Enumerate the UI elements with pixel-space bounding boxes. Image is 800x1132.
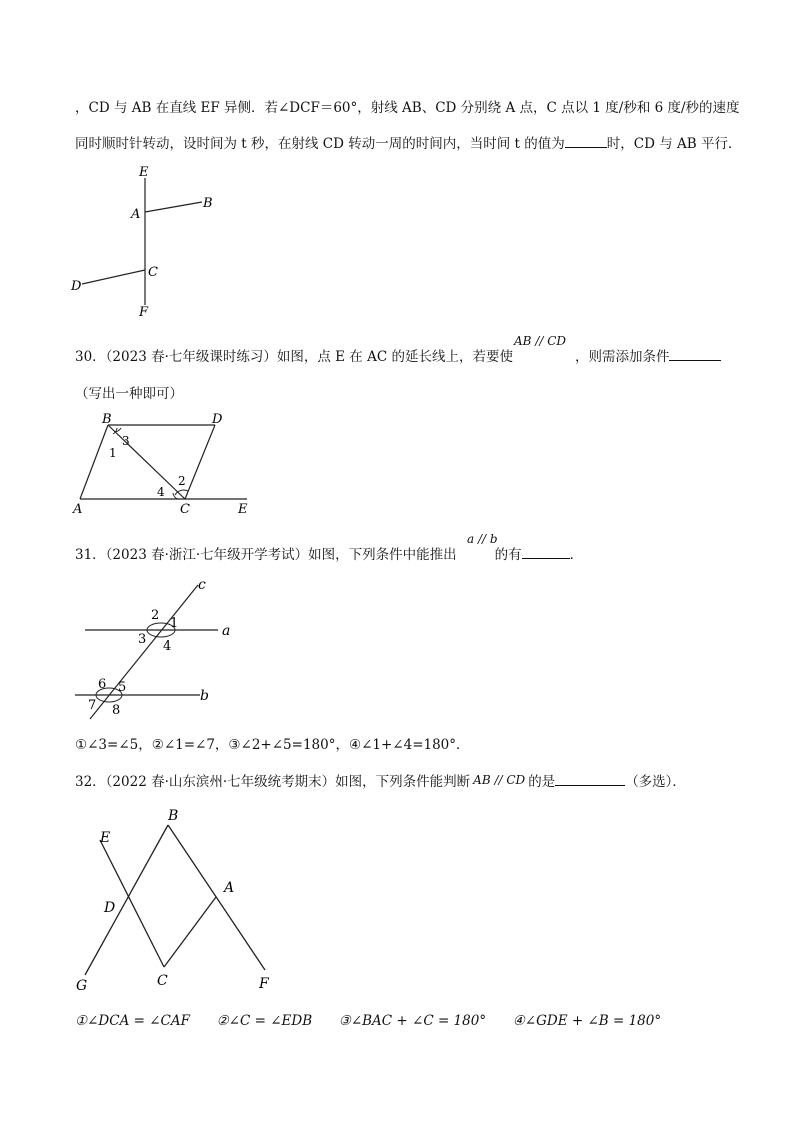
q32-text-line-1c: （多选）． bbox=[625, 774, 686, 790]
q29-label-B: B bbox=[203, 196, 213, 211]
q31-text-line-1 bbox=[75, 544, 583, 564]
q32-label-A: A bbox=[224, 880, 235, 896]
q30-label-E: E bbox=[238, 502, 248, 517]
q32-label-B: B bbox=[168, 808, 179, 824]
q30-label-D: D bbox=[212, 412, 223, 427]
q30-text-line-1 bbox=[75, 346, 721, 366]
q29-answer-blank[interactable] bbox=[565, 133, 607, 148]
q31-angle-3: 3 bbox=[138, 632, 147, 647]
q29-label-D: D bbox=[71, 279, 82, 294]
q31-angle-8: 8 bbox=[112, 703, 121, 718]
q29-text-line-1: ，CD 与 AB 在直线 EF 异侧．若∠DCF＝60°，射线 AB、CD 分别绕 A 点，C 点以 1 度/秒和 6 度/秒的速度 bbox=[75, 100, 740, 116]
q32-label-C: C bbox=[157, 973, 168, 989]
q30-math-ab-parallel-cd: AB // CD bbox=[514, 334, 567, 348]
q31-angle-1: 1 bbox=[170, 616, 179, 631]
q31-angle-6: 6 bbox=[98, 677, 107, 692]
q32-label-E: E bbox=[100, 830, 111, 846]
q31-label-c: c bbox=[198, 577, 206, 593]
q32-label-D: D bbox=[104, 900, 116, 916]
q30-angle-2: 2 bbox=[178, 474, 186, 488]
q31-angle-5: 5 bbox=[118, 680, 127, 695]
q29-label-F: F bbox=[139, 305, 149, 320]
q32-answer-blank[interactable] bbox=[555, 771, 625, 786]
q30-angle-1: 1 bbox=[109, 446, 117, 460]
q29-figure bbox=[60, 160, 240, 320]
q31-options: ①∠3=∠5，②∠1=∠7，③∠2+∠5=180°，④∠1+∠4=180°． bbox=[75, 737, 470, 753]
q31-text-line-1c: ． bbox=[569, 547, 584, 563]
q32-label-G: G bbox=[76, 978, 88, 994]
q32-label-F: F bbox=[259, 976, 269, 992]
q32-option-1: ①∠DCA = ∠CAF bbox=[75, 1013, 190, 1029]
q32-figure bbox=[60, 800, 290, 1000]
q32-math-ab-parallel-cd: AB // CD bbox=[473, 773, 526, 787]
q29-text-line-2b: 时，CD 与 AB 平行． bbox=[606, 136, 742, 152]
q30-angle-3: 3 bbox=[122, 434, 130, 448]
q30-text-line-1b: ，则需添加条件 bbox=[574, 349, 670, 365]
q32-options bbox=[75, 1012, 661, 1030]
q32-option-2: ②∠C = ∠EDB bbox=[216, 1013, 313, 1029]
q31-math-a-parallel-b: a // b bbox=[467, 532, 498, 546]
q30-label-C: C bbox=[180, 502, 190, 517]
q29-text-line-2 bbox=[75, 133, 741, 153]
q31-label-b: b bbox=[200, 688, 209, 704]
q32-text-line-1 bbox=[75, 771, 686, 791]
q31-label-a: a bbox=[222, 623, 231, 639]
q29-label-E: E bbox=[139, 165, 149, 180]
q32-option-4: ④∠GDE + ∠B = 180° bbox=[512, 1013, 662, 1029]
q31-figure bbox=[60, 575, 260, 725]
q31-angle-7: 7 bbox=[88, 698, 97, 713]
q30-answer-blank[interactable] bbox=[669, 346, 721, 361]
q32-text-line-1b: 的是 bbox=[528, 774, 556, 790]
q29-text-line-2a: 同时顺时针转动，设时间为 t 秒，在射线 CD 转动一周的时间内，当时间 t 的值为 bbox=[75, 136, 565, 152]
q30-angle-4: 4 bbox=[157, 485, 165, 499]
q31-answer-blank[interactable] bbox=[522, 544, 570, 559]
q29-label-C: C bbox=[148, 265, 158, 280]
q30-label-B: B bbox=[102, 412, 112, 427]
q31-angle-4: 4 bbox=[163, 639, 172, 654]
q30-text-line-2: （写出一种即可） bbox=[75, 386, 183, 402]
q31-angle-2: 2 bbox=[151, 608, 160, 623]
q31-text-line-1b: 的有 bbox=[494, 547, 522, 563]
q32-option-3: ③∠BAC + ∠C = 180° bbox=[338, 1013, 487, 1029]
q30-figure bbox=[60, 412, 260, 520]
q29-label-A: A bbox=[131, 207, 141, 222]
q30-text-line-1a: 30．（2023 春·七年级课时练习）如图，点 E 在 AC 的延长线上，若要使 bbox=[75, 349, 513, 365]
q30-label-A: A bbox=[73, 502, 83, 517]
q31-text-line-1a: 31．（2023 春·浙江·七年级开学考试）如图，下列条件中能推出 bbox=[75, 547, 457, 563]
q32-text-line-1a: 32．（2022 春·山东滨州·七年级统考期末）如图，下列条件能判断 bbox=[75, 774, 471, 790]
